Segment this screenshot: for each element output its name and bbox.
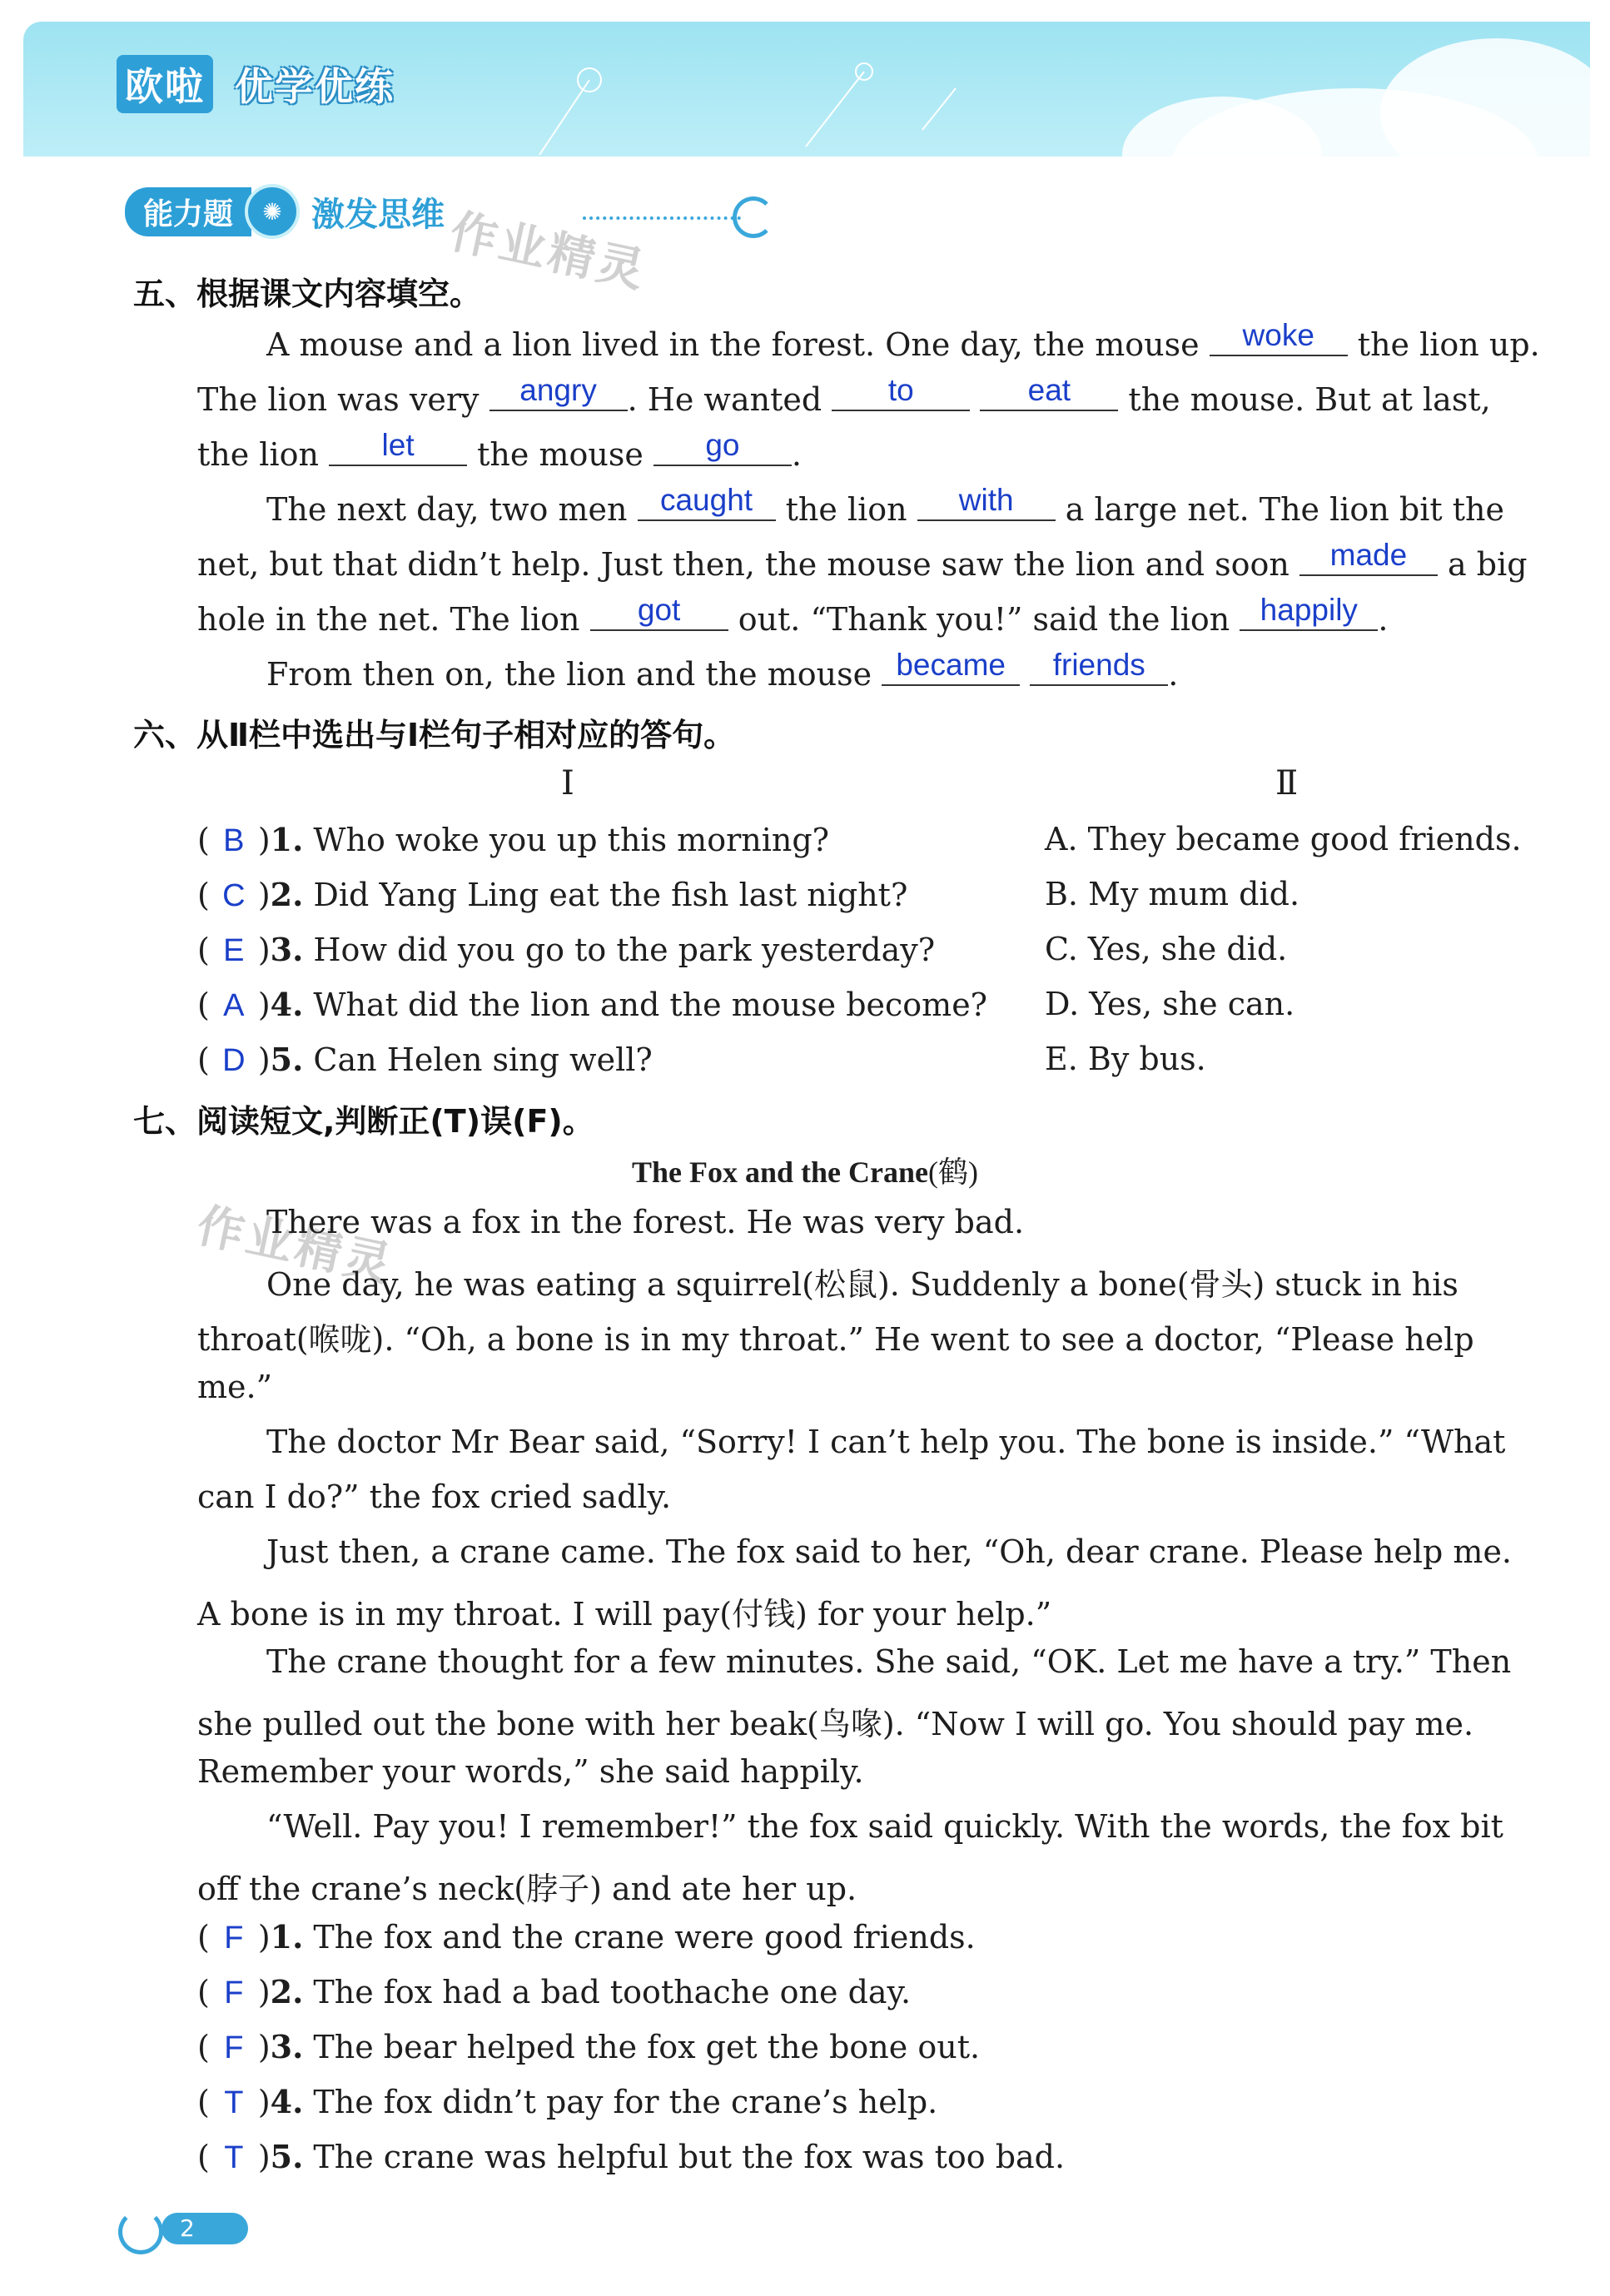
match-row: ( A )4. What did the lion and the mouse become? xyxy=(197,986,988,1023)
story-line: she pulled out the bone with her beak(鸟喙). “Now I will go. You should pay me. xyxy=(197,1706,1474,1742)
answer-blank: to xyxy=(832,371,970,411)
swirl-icon xyxy=(118,2209,163,2254)
q5-p2-line3: hole in the net. The lion got out. “Thank you!” said the lion happily . xyxy=(197,593,1389,638)
story-line: off the crane’s neck(脖子) and ate her up. xyxy=(197,1871,857,1907)
judgement-item: ( T )5. The crane was helpful but the fox was too bad. xyxy=(197,2138,1066,2175)
match-option: E. By bus. xyxy=(1045,1041,1206,1077)
match-option: B. My mum did. xyxy=(1045,876,1300,912)
story-line: The doctor Mr Bear said, “Sorry! I can’t help you. The bone is inside.” “What xyxy=(266,1424,1506,1460)
brand-logo xyxy=(117,55,395,113)
column-one-header: Ⅰ xyxy=(561,764,574,803)
answer-blank: with xyxy=(917,481,1056,521)
answer-blank: caught xyxy=(638,481,776,521)
cloud-decoration xyxy=(1106,22,1590,157)
story-line: throat(喉咙). “Oh, a bone is in my throat.” He went to see a doctor, “Please help xyxy=(197,1321,1474,1358)
answer-blank: angry xyxy=(489,371,628,411)
q7-heading: 七、阅读短文,判断正(T)误(F)。 xyxy=(133,1103,594,1140)
answer-blank: friends xyxy=(1030,646,1168,686)
answer: B xyxy=(223,823,245,858)
brand-left: 欧啦 xyxy=(117,55,213,113)
story-line: Remember your words,” she said happily. xyxy=(197,1753,864,1790)
answer-blank: eat xyxy=(980,371,1118,411)
answer: A xyxy=(223,988,245,1023)
brain-icon: ✺ xyxy=(245,184,300,239)
answer: T xyxy=(224,2140,244,2175)
story-line: “Well. Pay you! I remember!” the fox said quickly. With the words, the fox bit xyxy=(266,1808,1503,1845)
answer: D xyxy=(222,1043,246,1078)
answer-blank: woke xyxy=(1210,316,1348,356)
match-option: D. Yes, she can. xyxy=(1045,986,1295,1022)
match-row: ( E )3. How did you go to the park yesterday? xyxy=(197,931,936,968)
q5-heading: 五、根据课文内容填空。 xyxy=(133,276,482,312)
story-line: The crane thought for a few minutes. She said, “OK. Let me have a try.” Then xyxy=(266,1643,1512,1680)
answer: T xyxy=(224,2085,244,2120)
q5-p2-line1: The next day, two men caught the lion with a large net. The lion bit the xyxy=(266,483,1504,528)
answer-blank: happily xyxy=(1240,591,1378,631)
answer-blank: go xyxy=(653,426,792,466)
section-badge xyxy=(125,188,445,235)
story-line: can I do?” the fox cried sadly. xyxy=(197,1478,672,1515)
answer: C xyxy=(222,878,246,913)
judgement-item: ( T )4. The fox didn’t pay for the crane’s help. xyxy=(197,2083,938,2120)
dandelion-decoration xyxy=(489,55,972,155)
q6-heading: 六、从Ⅱ栏中选出与Ⅰ栏句子相对应的答句。 xyxy=(133,717,736,753)
match-row: ( B )1. Who woke you up this morning? xyxy=(197,821,830,858)
story-line: There was a fox in the forest. He was very bad. xyxy=(266,1204,1025,1240)
answer: F xyxy=(224,2030,244,2065)
watermark: 作业精灵 xyxy=(191,1198,400,1294)
match-row: ( C )2. Did Yang Ling eat the fish last night? xyxy=(197,876,908,913)
story-line: A bone is in my throat. I will pay(付钱) for your help.” xyxy=(197,1596,1052,1633)
story-title: The Fox and the Crane(鹤) xyxy=(632,1155,978,1189)
story-line: One day, he was eating a squirrel(松鼠). Suddenly a bone(骨头) stuck in his xyxy=(266,1266,1458,1303)
page-number-badge xyxy=(118,2209,251,2246)
badge-dotted-line xyxy=(583,216,741,220)
match-option: A. They became good friends. xyxy=(1045,821,1522,857)
q5-p1-line3: the lion let the mouse go . xyxy=(197,428,802,473)
answer: F xyxy=(224,1921,244,1956)
q5-p3-line1: From then on, the lion and the mouse became friends . xyxy=(266,648,1179,693)
page-number: 2 xyxy=(161,2213,248,2244)
watermark: 作业精灵 xyxy=(445,204,653,300)
brand-right: 优学优练 xyxy=(235,64,395,109)
answer-blank: let xyxy=(329,426,467,466)
match-row: ( D )5. Can Helen sing well? xyxy=(197,1041,653,1078)
answer: F xyxy=(224,1975,244,2010)
judgement-item: ( F )3. The bear helped the fox get the bone out. xyxy=(197,2028,981,2065)
badge-subtitle: 激发思维 xyxy=(311,195,445,234)
answer-blank: made xyxy=(1299,536,1438,576)
match-option: C. Yes, she did. xyxy=(1045,931,1288,967)
answer-blank: got xyxy=(590,591,728,631)
swirl-icon xyxy=(733,196,774,238)
judgement-item: ( F )2. The fox had a bad toothache one day. xyxy=(197,1973,912,2010)
story-line: me.” xyxy=(197,1369,273,1405)
column-two-header: Ⅱ xyxy=(1275,764,1299,803)
judgement-item: ( F )1. The fox and the crane were good friends. xyxy=(197,1918,976,1956)
q5-p2-line2: net, but that didn’t help. Just then, the mouse saw the lion and soon made a big xyxy=(197,538,1528,583)
story-line: Just then, a crane came. The fox said to her, “Oh, dear crane. Please help me. xyxy=(266,1533,1513,1570)
q5-p1-line2: The lion was very angry . He wanted to eat the mouse. But at last, xyxy=(197,373,1491,418)
q5-p1-line1: A mouse and a lion lived in the forest. One day, the mouse woke the lion up. xyxy=(266,318,1540,363)
answer: E xyxy=(223,933,245,968)
answer-blank: became xyxy=(882,646,1020,686)
badge-label: 能力题 xyxy=(125,187,251,236)
